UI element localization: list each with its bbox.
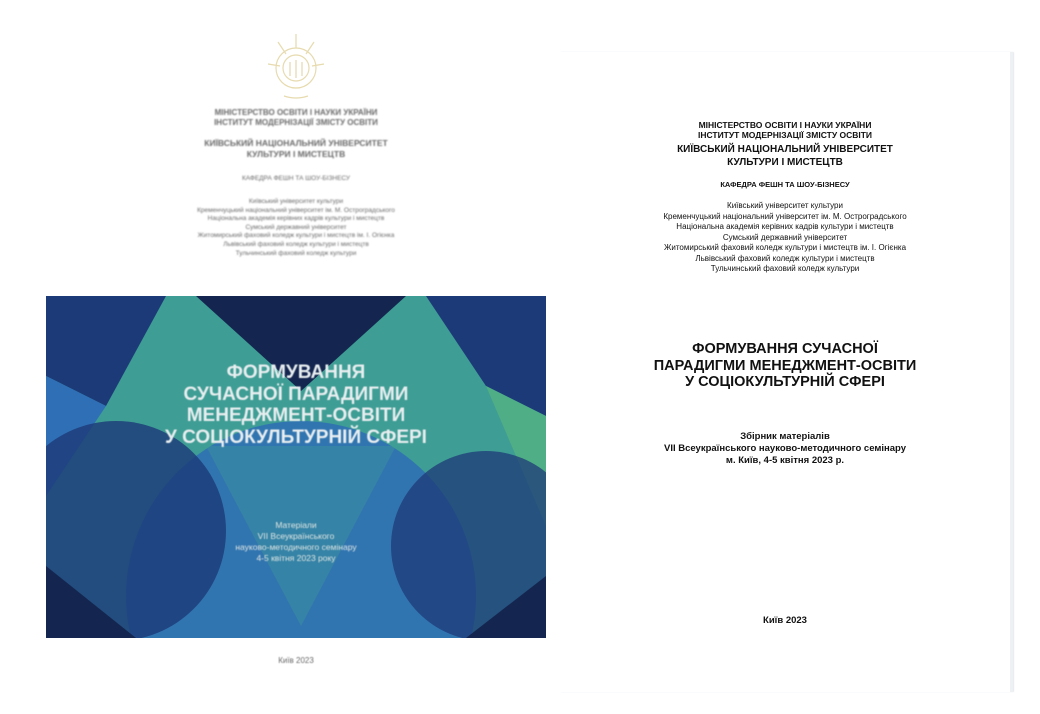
- cover-partner: Львівський фаховий коледж культури і мистецтв: [223, 240, 369, 248]
- title-page-title: [560, 341, 1010, 391]
- cover-university-line: КИЇВСЬКИЙ НАЦІОНАЛЬНИЙ УНІВЕРСИТЕТ: [204, 138, 388, 148]
- partner-item: Національна академія керівних кадрів культури і мистецтв: [676, 222, 894, 231]
- title-page: [560, 52, 1013, 692]
- ministry-line: ІНСТИТУТ МОДЕРНІЗАЦІЇ ЗМІСТУ ОСВІТИ: [697, 130, 873, 140]
- cover-title-line: МЕНЕДЖМЕНТ-ОСВІТИ: [186, 405, 406, 426]
- cover-materials-line: науково-методичного семінару: [235, 542, 357, 552]
- collection-line: VII Всеукраїнського науково-методичного семінару: [663, 443, 907, 454]
- cover-partner: Національна академія керівних кадрів культури і мистецтв: [207, 215, 385, 223]
- title-page-university: [560, 144, 1010, 169]
- ministry-line: МІНІСТЕРСТВО ОСВІТИ І НАУКИ УКРАЇНИ: [698, 120, 872, 130]
- title-page-city-year: Київ 2023: [763, 615, 807, 626]
- cover-materials: [46, 520, 546, 564]
- cover-artwork: [46, 296, 546, 638]
- university-line: КУЛЬТУРИ І МИСТЕЦТВ: [727, 156, 843, 168]
- partner-item: Київський університет культури: [727, 201, 843, 210]
- title-line: У СОЦІОКУЛЬТУРНІЙ СФЕРІ: [685, 374, 885, 390]
- partner-item: Тульчинський фаховий коледж культури: [710, 264, 860, 273]
- title-line: ФОРМУВАННЯ СУЧАСНОЇ: [692, 341, 878, 357]
- cover-title-line: У СОЦІОКУЛЬТУРНІЙ СФЕРІ: [165, 426, 427, 448]
- title-page-department: КАФЕДРА ФЕШН ТА ШОУ-БІЗНЕСУ: [720, 180, 850, 189]
- cover-materials-line: VII Всеукраїнського: [257, 531, 335, 541]
- partner-item: Сумський державний університет: [722, 232, 848, 242]
- title-page-collection-info: [560, 431, 1010, 467]
- title-page-ministry: [560, 120, 1010, 140]
- cover-materials-line: 4-5 квітня 2023 року: [256, 553, 336, 563]
- cover-department: КАФЕДРА ФЕШН ТА ШОУ-БІЗНЕСУ: [241, 175, 351, 182]
- cover-partner: Кременчуцький національний університет ім. М. Остроградського: [197, 206, 395, 214]
- partner-item: Кременчуцький національний університет ім. М. Остроградського: [663, 211, 907, 221]
- partner-item: Львівський фаховий коледж культури і мистецтв: [695, 253, 875, 263]
- cover-city-year: Київ 2023: [278, 656, 314, 665]
- cover-university-line: КУЛЬТУРИ І МИСТЕЦТВ: [246, 149, 346, 159]
- title-page-partners-list: [560, 201, 1010, 275]
- partner-item: Житомирський фаховий коледж культури і мистецтв ім. І. Огієнка: [663, 243, 907, 252]
- cover-university: [46, 138, 546, 160]
- cover-title: [46, 362, 546, 448]
- cover-materials-line: Матеріали: [275, 520, 317, 530]
- cover-title-line: СУЧАСНОЇ ПАРАДИГМИ: [183, 383, 409, 405]
- cover-partners-list: [46, 198, 546, 258]
- collection-line: м. Київ, 4-5 квітня 2023 р.: [725, 455, 845, 466]
- cover-ministry-line: МІНІСТЕРСТВО ОСВІТИ І НАУКИ УКРАЇНИ: [214, 108, 378, 117]
- cover-title-line: ФОРМУВАННЯ: [226, 362, 366, 383]
- cover-geometric-pattern: [46, 296, 546, 638]
- cover-partner: Житомирський фаховий коледж культури і мистецтв ім. І. Огієнка: [197, 232, 395, 240]
- cover-partner: Тульчинський фаховий коледж культури: [235, 249, 357, 257]
- collection-line: Збірник матеріалів: [740, 431, 830, 442]
- university-line: КИЇВСЬКИЙ НАЦІОНАЛЬНИЙ УНІВЕРСИТЕТ: [677, 144, 893, 155]
- cover-partner: Сумський державний університет: [245, 223, 347, 231]
- cover-ministry: [46, 108, 546, 128]
- cover-page: [46, 10, 546, 686]
- title-line: ПАРАДИГМИ МЕНЕДЖМЕНТ-ОСВІТИ: [653, 357, 917, 374]
- cover-partner: Київський університет культури: [248, 198, 344, 205]
- university-emblem-icon: [258, 28, 334, 104]
- cover-ministry-line: ІНСТИТУТ МОДЕРНІЗАЦІЇ ЗМІСТУ ОСВІТИ: [214, 118, 378, 127]
